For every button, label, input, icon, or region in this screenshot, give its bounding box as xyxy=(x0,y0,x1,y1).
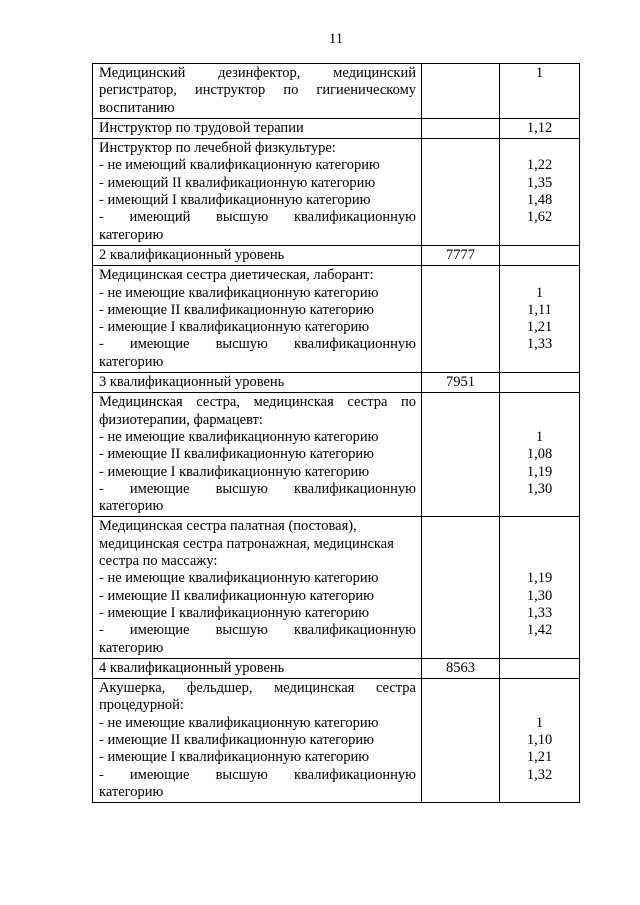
position-line: Медицинская сестра, медицинская сестра по xyxy=(99,394,416,411)
qualification-coefficient-table xyxy=(92,63,580,803)
salary-cell xyxy=(422,139,500,245)
position-line: - имеющие I квалификационную категорию xyxy=(99,319,370,336)
table-row-labor-therapy-instructor xyxy=(93,119,579,139)
coefficient-value: 1,19 xyxy=(526,463,553,480)
position-line: категорию xyxy=(99,498,164,515)
coefficient-value: 1,19 xyxy=(526,570,553,587)
position-cell xyxy=(93,266,422,372)
coefficient-value: 1,10 xyxy=(526,731,553,748)
coefficient-cell xyxy=(500,139,579,245)
position-line: - имеющие высшую квалификационную xyxy=(99,622,416,639)
coefficient-value xyxy=(500,697,579,714)
position-line: Медицинская сестра палатная (постовая), xyxy=(99,518,357,535)
position-line: регистратор, инструктор по гигиеническому xyxy=(99,82,416,99)
coefficient-value xyxy=(500,518,579,535)
coefficient-value: 1,08 xyxy=(526,446,553,463)
position-cell xyxy=(93,64,422,118)
coefficient-value xyxy=(500,536,579,553)
table-row-ward-nurse-patronage-massage xyxy=(93,517,579,658)
salary-cell xyxy=(422,393,500,516)
coefficient-value: 1,62 xyxy=(526,209,553,226)
table-row-qualification-level-4 xyxy=(93,659,579,679)
position-line: сестра по массажу: xyxy=(99,553,218,570)
position-line: Медицинский дезинфектор, медицинский xyxy=(99,65,416,81)
position-line: категорию xyxy=(99,353,164,370)
salary-cell xyxy=(422,64,500,118)
page-number: 11 xyxy=(329,31,343,47)
coefficient-value: 1,42 xyxy=(526,622,553,639)
salary-value xyxy=(422,140,499,157)
position-line: воспитанию xyxy=(99,99,175,116)
table-row-physical-therapy-instructor xyxy=(93,139,579,246)
coefficient-value xyxy=(500,498,579,515)
coefficient-cell xyxy=(500,119,579,138)
coefficient-value xyxy=(500,660,579,677)
position-line: процедурной: xyxy=(99,697,184,714)
position-line: - имеющие I квалификационную категорию xyxy=(99,749,370,766)
position-cell xyxy=(93,119,422,138)
table-row-dietary-nurse-laborant xyxy=(93,266,579,373)
salary-value: 8563 xyxy=(446,659,475,676)
position-line: Акушерка, фельдшер, медицинская сестра xyxy=(99,680,416,697)
coefficient-value xyxy=(500,394,579,411)
coefficient-cell xyxy=(500,393,579,516)
coefficient-value: 1 xyxy=(535,284,544,301)
coefficient-cell xyxy=(500,517,579,657)
coefficient-value: 1,33 xyxy=(526,336,553,353)
coefficient-value: 1,30 xyxy=(526,480,553,497)
position-line: - имеющие II квалификационную категорию xyxy=(99,587,374,604)
position-line: - имеющий высшую квалификационную xyxy=(99,209,416,226)
table-row-midwife-feldsher-procedure-nurse xyxy=(93,679,579,802)
coefficient-value: 1,32 xyxy=(526,766,553,783)
coefficient-value: 1,33 xyxy=(526,604,553,621)
salary-cell xyxy=(422,266,500,372)
position-line: Инструктор по лечебной физкультуре: xyxy=(99,140,336,157)
coefficient-value xyxy=(500,247,579,264)
coefficient-value: 1,12 xyxy=(526,119,553,136)
position-line: - имеющий I квалификационную категорию xyxy=(99,192,371,209)
coefficient-value xyxy=(500,267,579,284)
coefficient-cell xyxy=(500,64,579,118)
coefficient-value xyxy=(500,412,579,429)
table-row-med-disinfector-registrar-instructor xyxy=(93,64,579,119)
table-row-nurse-physiotherapy-pharmacist xyxy=(93,393,579,517)
position-line: - не имеющий квалификационную категорию xyxy=(99,157,380,174)
table-row-qualification-level-2 xyxy=(93,246,579,266)
position-cell xyxy=(93,517,422,657)
salary-value xyxy=(422,267,499,284)
salary-value xyxy=(422,65,499,82)
position-cell xyxy=(93,246,422,265)
salary-value xyxy=(422,120,499,137)
coefficient-value: 1,30 xyxy=(526,587,553,604)
salary-value xyxy=(422,680,499,697)
coefficient-value: 1,21 xyxy=(526,319,553,336)
position-line: - имеющие II квалификационную категорию xyxy=(99,731,374,748)
coefficient-value xyxy=(500,82,579,99)
coefficient-value: 1,35 xyxy=(526,174,553,191)
position-line: - не имеющие квалификационную категорию xyxy=(99,570,379,587)
coefficient-value xyxy=(500,100,579,117)
coefficient-value xyxy=(500,680,579,697)
position-line: - не имеющие квалификационную категорию xyxy=(99,428,379,445)
position-line: категорию xyxy=(99,639,164,656)
coefficient-value: 1 xyxy=(535,65,544,81)
position-cell xyxy=(93,659,422,678)
position-line: - имеющие I квалификационную категорию xyxy=(99,604,370,621)
salary-value: 7777 xyxy=(446,246,475,263)
coefficient-cell xyxy=(500,373,579,392)
coefficient-value xyxy=(500,784,579,801)
position-line: медицинская сестра патронажная, медицинская xyxy=(99,535,394,552)
position-line: - имеющие высшую квалификационную xyxy=(99,766,416,783)
salary-cell xyxy=(422,119,500,138)
salary-cell xyxy=(422,659,500,678)
salary-cell xyxy=(422,517,500,657)
position-line: Инструктор по трудовой терапии xyxy=(99,119,304,136)
coefficient-value xyxy=(500,553,579,570)
coefficient-value xyxy=(500,227,579,244)
coefficient-cell xyxy=(500,659,579,678)
salary-cell xyxy=(422,246,500,265)
table-row-qualification-level-3 xyxy=(93,373,579,393)
position-line: категорию xyxy=(99,226,164,243)
position-line: - имеющие высшую квалификационную xyxy=(99,336,416,353)
position-line: физиотерапии, фармацевт: xyxy=(99,411,263,428)
position-cell xyxy=(93,139,422,245)
position-cell xyxy=(93,393,422,516)
position-line: - не имеющие квалификационную категорию xyxy=(99,284,379,301)
coefficient-value: 1 xyxy=(535,428,544,445)
coefficient-value: 1,22 xyxy=(526,157,553,174)
position-cell xyxy=(93,373,422,392)
coefficient-value xyxy=(500,140,579,157)
coefficient-value xyxy=(500,374,579,391)
position-line: - имеющие I квалификационную категорию xyxy=(99,463,370,480)
coefficient-value xyxy=(500,640,579,657)
coefficient-value: 1,48 xyxy=(526,192,553,209)
coefficient-cell xyxy=(500,246,579,265)
coefficient-value: 1 xyxy=(535,714,544,731)
salary-value: 7951 xyxy=(446,374,475,391)
salary-value xyxy=(422,518,499,535)
coefficient-value xyxy=(500,354,579,371)
position-line: - имеющие II квалификационную категорию xyxy=(99,301,374,318)
position-line: - имеющие высшую квалификационную xyxy=(99,480,416,497)
coefficient-cell xyxy=(500,266,579,372)
position-line: 3 квалификационный уровень xyxy=(99,374,285,391)
coefficient-value: 1,11 xyxy=(527,301,552,318)
salary-cell xyxy=(422,679,500,802)
position-line: Медицинская сестра диетическая, лаборант: xyxy=(99,267,374,284)
position-line: категорию xyxy=(99,783,164,800)
position-line: 4 квалификационный уровень xyxy=(99,659,285,676)
position-line: - не имеющие квалификационную категорию xyxy=(99,714,379,731)
coefficient-value: 1,21 xyxy=(526,749,553,766)
salary-cell xyxy=(422,373,500,392)
position-line: - имеющие II квалификационную категорию xyxy=(99,446,374,463)
position-line: - имеющий II квалификационную категорию xyxy=(99,174,376,191)
position-line: 2 квалификационный уровень xyxy=(99,246,285,263)
position-cell xyxy=(93,679,422,802)
salary-value xyxy=(422,394,499,411)
coefficient-cell xyxy=(500,679,579,802)
